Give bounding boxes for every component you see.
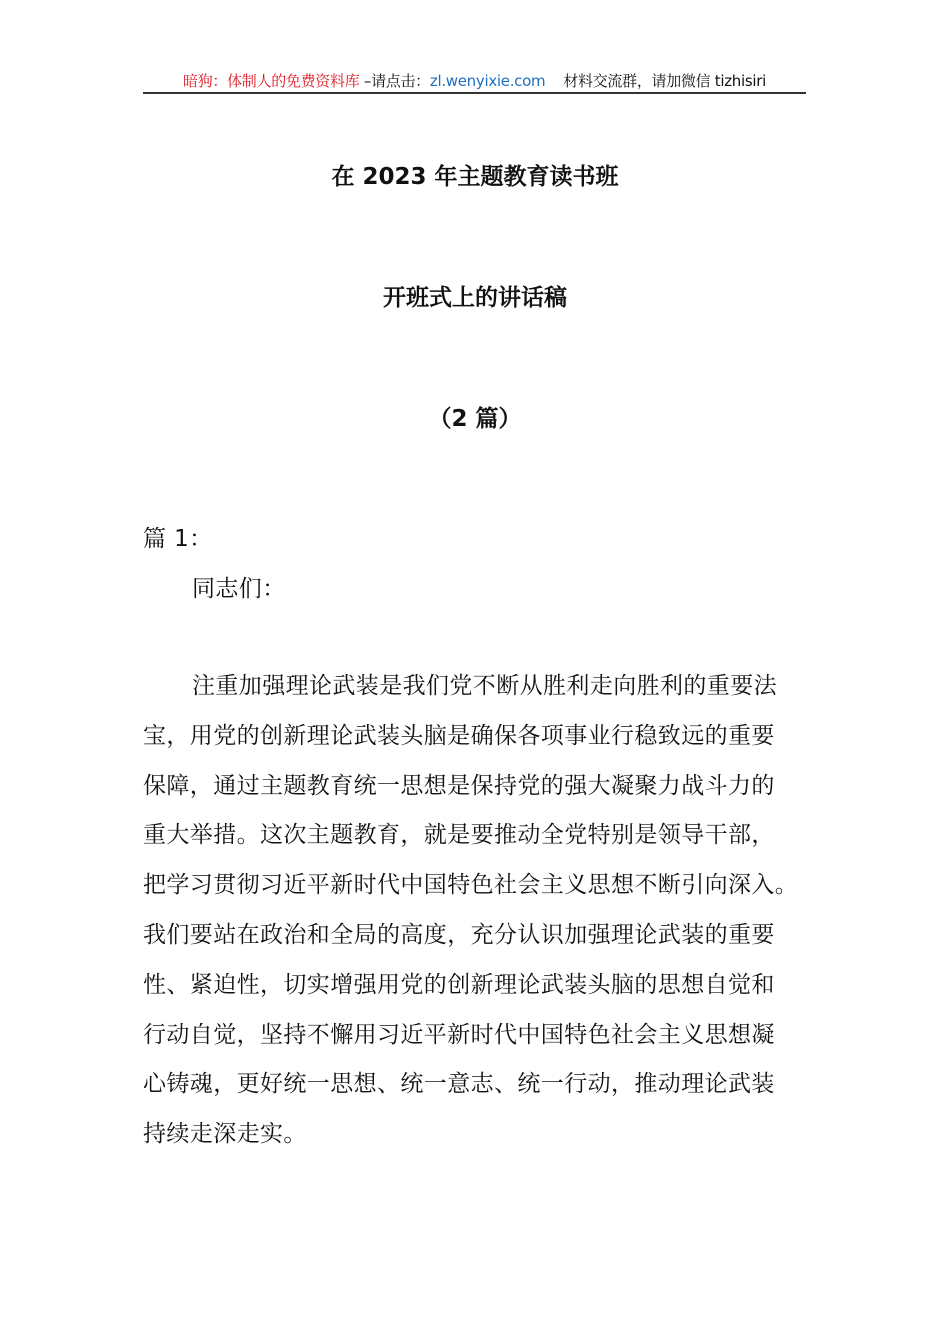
- body-line: 保障，通过主题教育统一思想是保持党的强大凝聚力战斗力的: [143, 772, 775, 799]
- body-line: 心铸魂，更好统一思想、统一意志、统一行动，推动理论武装: [143, 1071, 775, 1098]
- header-site-name: 暗狗：体制人的免费资料库: [183, 72, 360, 90]
- body-line: 我们要站在政治和全局的高度，充分认识加强理论武装的重要: [143, 921, 775, 948]
- header-click-prompt: –请点击：: [359, 72, 430, 90]
- header-contact: 材料交流群，请加微信 tizhisiri: [563, 72, 766, 90]
- header-link[interactable]: zl.wenyixie.com: [429, 72, 546, 90]
- title-line-2: 开班式上的讲话稿: [383, 285, 567, 311]
- body-line: 注重加强理论武装是我们党不断从胜利走向胜利的重要法: [192, 673, 777, 699]
- body-line: 重大举措。这次主题教育，就是要推动全党特别是领导干部，: [143, 822, 775, 849]
- title-line-3: （2 篇）: [428, 406, 522, 432]
- body-line: 宝，用党的创新理论武装头脑是确保各项事业行稳致远的重要: [143, 722, 775, 749]
- body-line: 把学习贯彻习近平新时代中国特色社会主义思想不断引向深入。: [143, 872, 799, 899]
- body-line: 持续走深走实。: [143, 1121, 307, 1148]
- greeting: 同志们：: [192, 576, 286, 602]
- body-line: 行动自觉，坚持不懈用习近平新时代中国特色社会主义思想凝: [143, 1021, 775, 1048]
- body-paragraph: [143, 668, 798, 1166]
- section-label: 篇 1：: [143, 526, 213, 552]
- page-header: [143, 70, 806, 94]
- title-line-1: 在 2023 年主题教育读书班: [331, 164, 619, 190]
- body-line: 性、紧迫性，切实增强用党的创新理论武装头脑的思想自觉和: [143, 971, 775, 998]
